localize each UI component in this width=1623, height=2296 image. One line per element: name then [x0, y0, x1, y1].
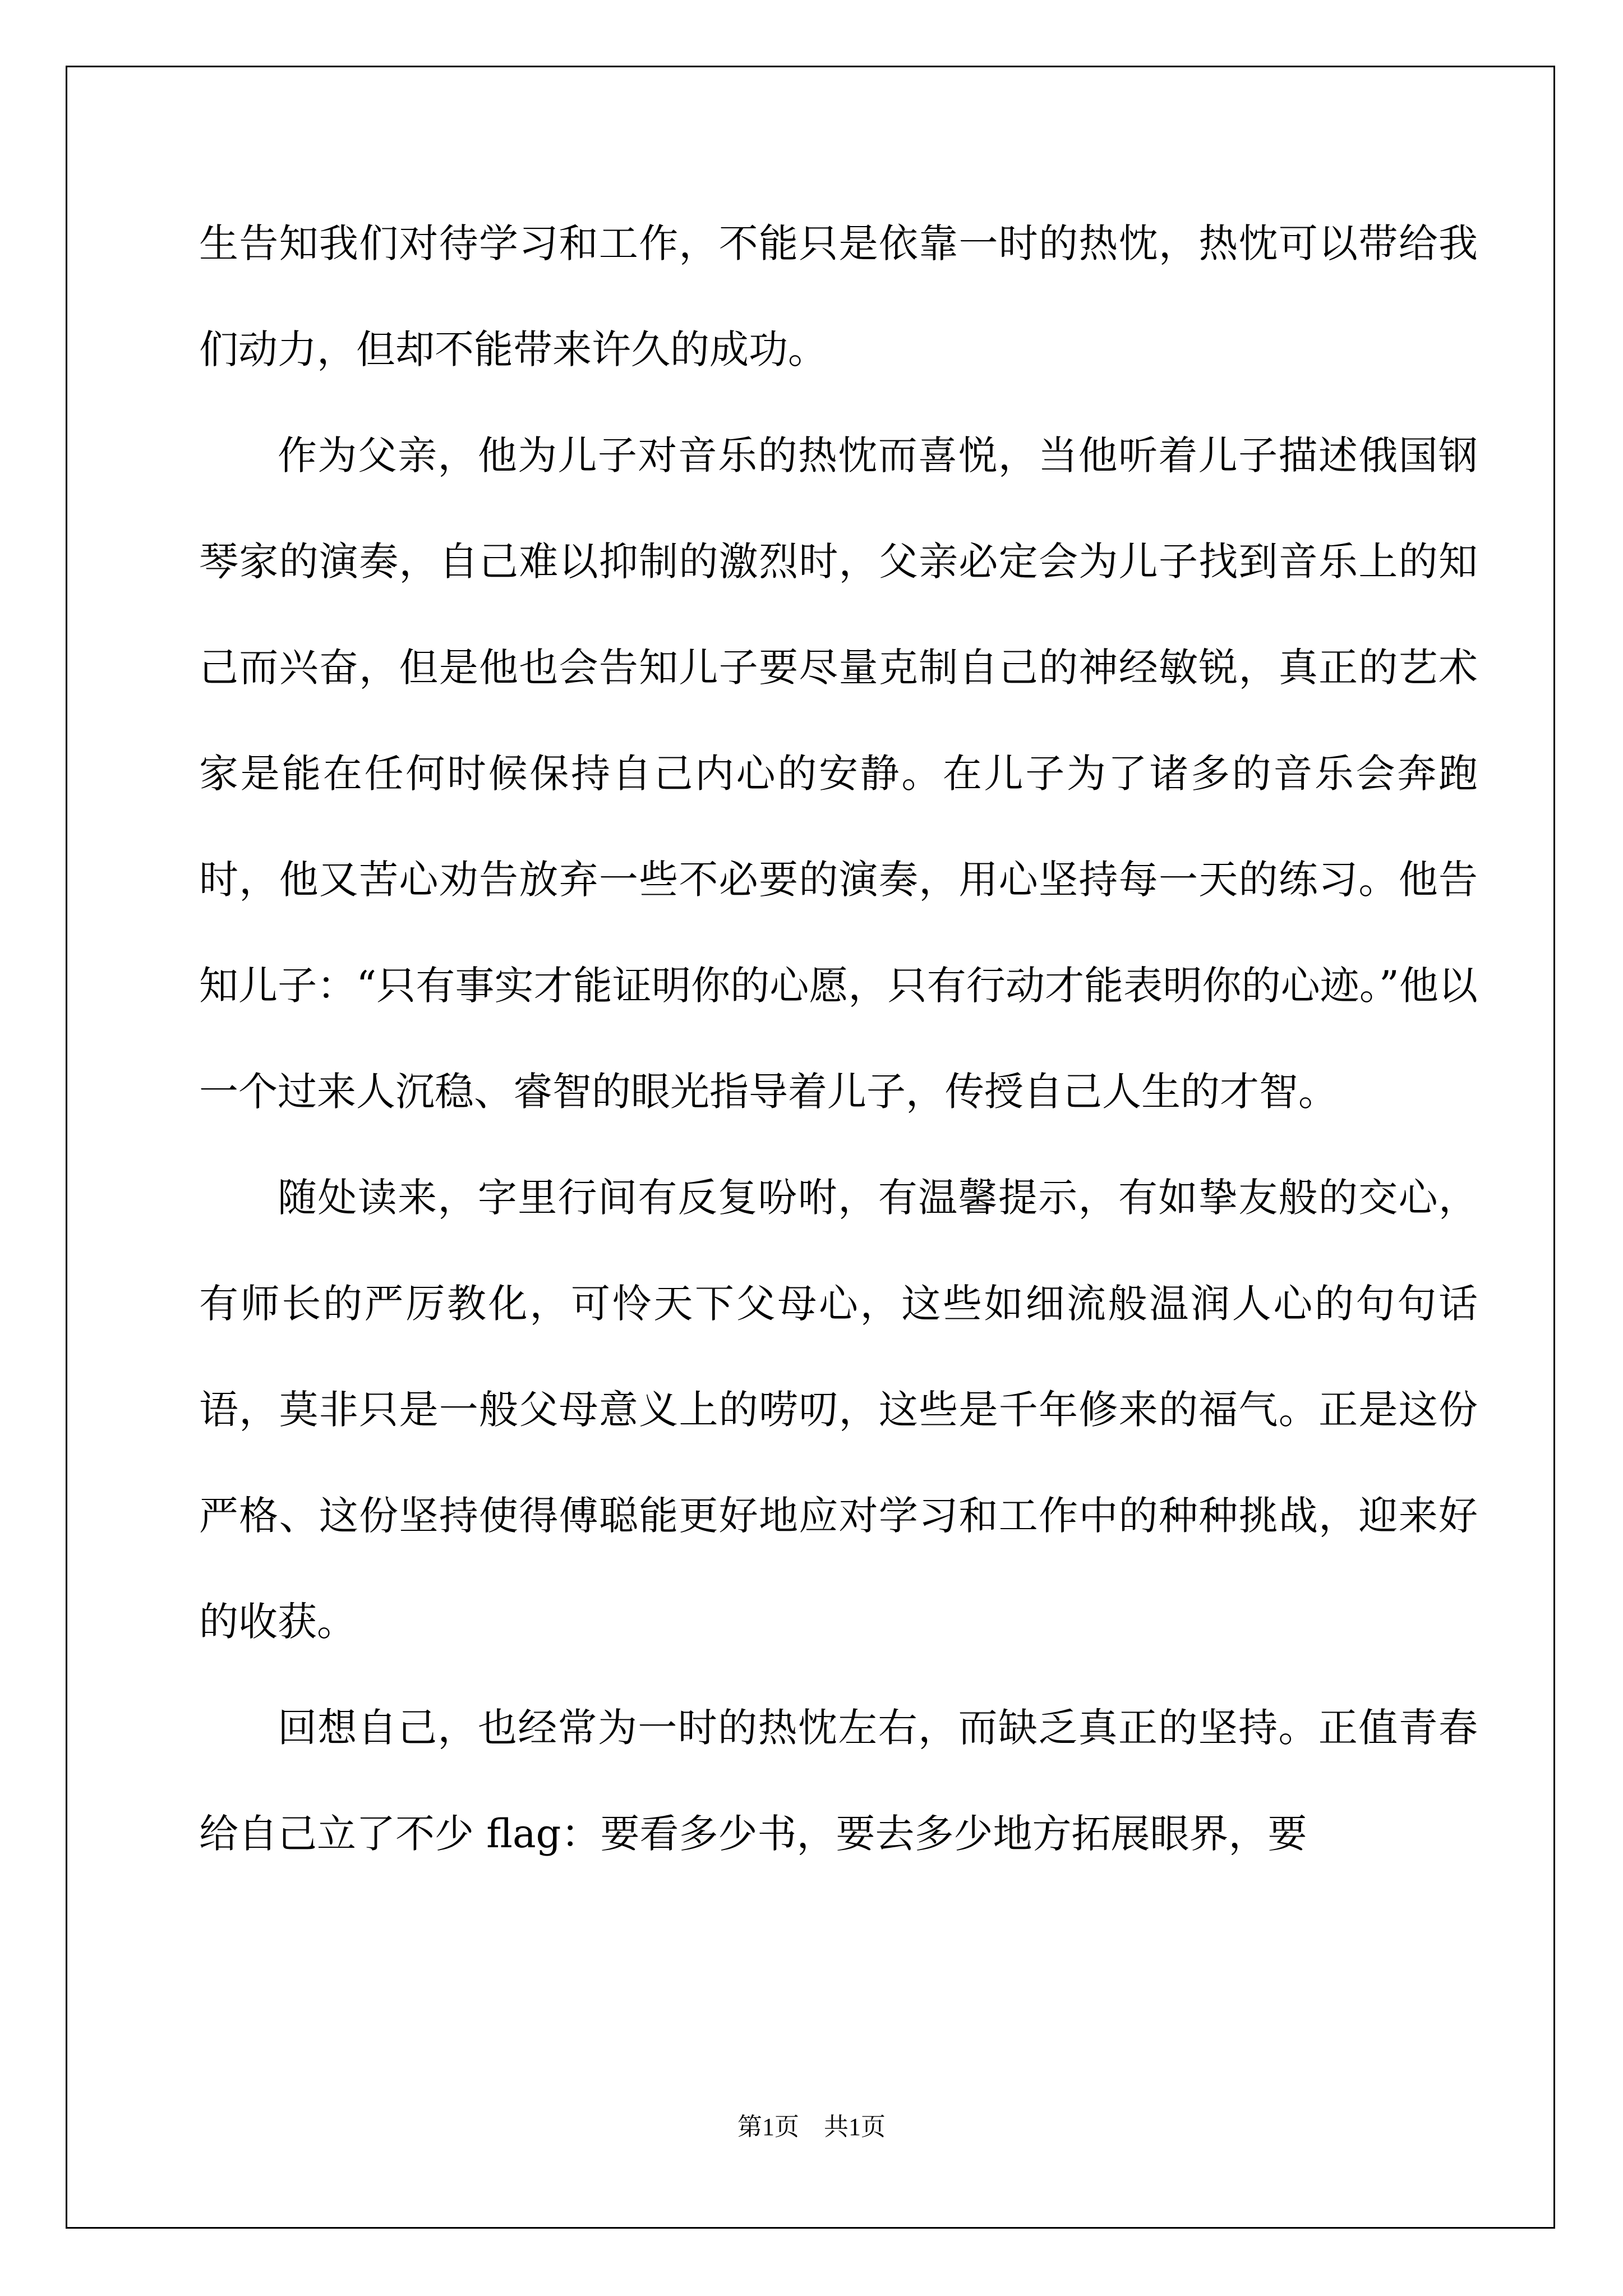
document-body — [199, 191, 1478, 1887]
page-number-label: 第1页 共1页 — [737, 2113, 886, 2141]
paragraph-1: 生告知我们对待学习和工作，不能只是依靠一时的热忱，热忱可以带给我们动力，但却不能带来许久的成功。 — [199, 220, 1478, 372]
paragraph-3: 随处读来，字里行间有反复吩咐，有温馨提示，有如挚友般的交心，有师长的严厉教化，可怜天下父母心，这些如细流般温润人心的句句话语，莫非只是一般父母意义上的唠叨，这些是千年修来的福气。正是这份严格、这份坚持使得傅聪能更好地应对学习和工作中的种种挑战，迎来好的收获。 — [199, 1175, 1478, 1645]
paragraph-4: 回想自己，也经常为一时的热忱左右，而缺乏真正的坚持。正值青春给自己立了不少 flag：要看多少书，要去多少地方拓展眼界，要 — [199, 1705, 1478, 1857]
page-footer — [0, 2106, 1623, 2142]
paragraph-2: 作为父亲，他为儿子对音乐的热忱而喜悦，当他听着儿子描述俄国钢琴家的演奏，自己难以抑制的激烈时，父亲必定会为儿子找到音乐上的知己而兴奋，但是他也会告知儿子要尽量克制自己的神经敏锐，真正的艺术家是能在任何时候保持自己内心的安静。在儿子为了诸多的音乐会奔跑时，他又苦心劝告放弃一些不必要的演奏，用心坚持每一天的练习。他告知儿子：“只有事实才能证明你的心愿，只有行动才能表明你的心迹。”他以一个过来人沉稳、睿智的眼光指导着儿子，传授自己人生的才智。 — [199, 432, 1478, 1115]
